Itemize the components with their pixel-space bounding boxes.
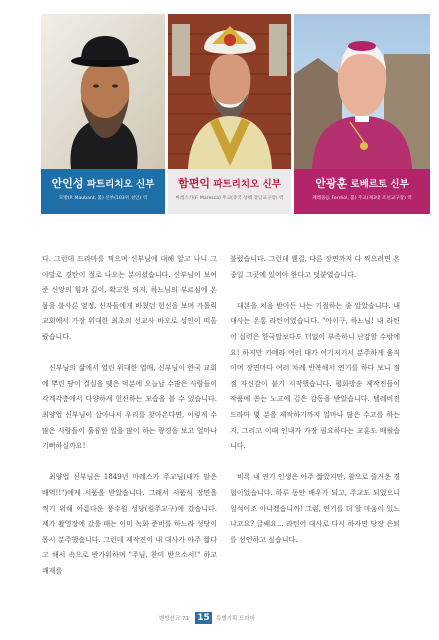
paragraph: 불렀습니다. 그런데 웬걸, 다른 장면까지 다 찍으려면 온종일 그곳에 있어야 한다고 덧붙였습니다. xyxy=(230,255,400,279)
paragraph: 대본을 처음 받아든 나는 기절하는 줄 알았습니다. 내 대사는 온통 라틴어였습니다. "아이구, 하느님! 내 라틴어 실력은 한국말보다도 터없이 부족하니 난감할 수밖에요! 하지만 카메라 여러 대가 여기저기서 분주하게 움직이며 장면마다 여러 차례 반복해서 연기를 하다 보니 점점 자신감이 붙기 시작했습니다. 평화방송 제작진들이 작품에 쏟는 노고에 깊은 감동을 받았습니다. 텔레비전 드라마 몇 분을 제작하기까지 얼마나 많은 수고를 하는지, 그리고 이때 인내가 가장 필요하다는 교훈도 배웠습니다. xyxy=(230,301,400,451)
cast-card-1 xyxy=(41,14,165,214)
paragraph: 최양업 신부님은 1849년 마레스카 주교님(내가 맡은 배역!!")에게 서품을 받았습니다. 그래서 서품식 장면을 찍기 위해 아름다운 풍수원 성당(원주교구)에 갔습니다. 제가 촬영장에 갔을 때는 이미 녹화 준비를 하느라 성당이 몹시 분주했습니다. 그런데 제작진이 내 대사가 아주 짧다고 해서 속으로 반가워하며 "주님, 찬미 받으소서!" 하고 쾌재를 xyxy=(42,473,217,575)
cast-desc-1: 모방(P. Maubant, 불) 신부(103위 성인) 역 xyxy=(58,196,148,201)
cast-photo-2 xyxy=(168,14,291,169)
cast-card-2 xyxy=(168,14,291,214)
paragraph: 비록 내 연기 인생은 아주 짧았지만, 참으로 즐거운 경험이었습니다. 하루 동안 배우가 되고, 주교도 되었으니 일석이조 아니겠습니까! 그럼, 연기를 더 할 마음이 있느냐고요? 글쎄요... 라틴어 대사로 다시 하자면 당장 은퇴를 선언하고 싶습니다. xyxy=(230,473,400,544)
cast-desc-2: 마레스카(F. Maresca) 주교(중국 상해 강남교구장) 역 xyxy=(175,196,284,201)
cast-caption-1 xyxy=(41,169,165,214)
footer-section-title: 특별기획 드라마 xyxy=(216,616,255,622)
cast-card-3 xyxy=(294,14,430,214)
cast-caption-2 xyxy=(168,169,291,214)
cast-role-2: 파트리치오 신부 xyxy=(210,179,281,190)
cast-role-1: 파트리치오 신부 xyxy=(83,179,155,190)
cast-name-1: 안인성 xyxy=(51,177,84,190)
body-column-right xyxy=(230,252,400,548)
footer-magazine-name: 변방선교 71 xyxy=(159,616,189,622)
cast-name-2: 함편익 xyxy=(178,177,211,190)
cast-role-3: 로베르토 신부 xyxy=(347,179,409,190)
paragraph: 다. 그런데 드라마를 찍으며 신부님에 대해 알고 나니 그야말로 경탄이 절로 나오는 분이셨습니다. 신부님이 보여준 신앙의 힘과 깊이, 확고한 의지, 하느님의 부르심에 온몸을 불사른 열정, 신자들에게 바쳤던 헌신을 보며 가톨릭교회에서 가장 위대한 최초의 선교사 바오로 성인이 떠올랐습니다. xyxy=(42,255,217,341)
body-column-left xyxy=(42,252,217,579)
cast-caption-3 xyxy=(294,169,430,214)
cast-photo-1 xyxy=(41,14,165,169)
cast-photo-strip xyxy=(41,14,430,214)
cast-desc-3: 페레올(J. Ferréol, 불) 주교(제3대 조선교구장) 역 xyxy=(312,196,412,201)
paragraph: 신부님의 삶에서 열린 위대한 열매, 신부님이 한국 교회에 뿌린 땅이 결실을 맺은 덕분에 오늘날 수많은 사람들이 각계각층에서 다양하게 헌신하는 모습을 볼 수 있습니다. 최양업 신부님이 살아나서 우리를 찾아온다면, 이렇게 수많은 사람들이 훌륭한 일을 많이 하는 광경을 보고 얼마나 기뻐하실까요! xyxy=(42,364,217,451)
page-footer xyxy=(0,612,439,626)
cast-photo-3 xyxy=(294,14,430,169)
page-number: 15 xyxy=(195,612,212,624)
cast-name-3: 안광훈 xyxy=(315,177,348,190)
